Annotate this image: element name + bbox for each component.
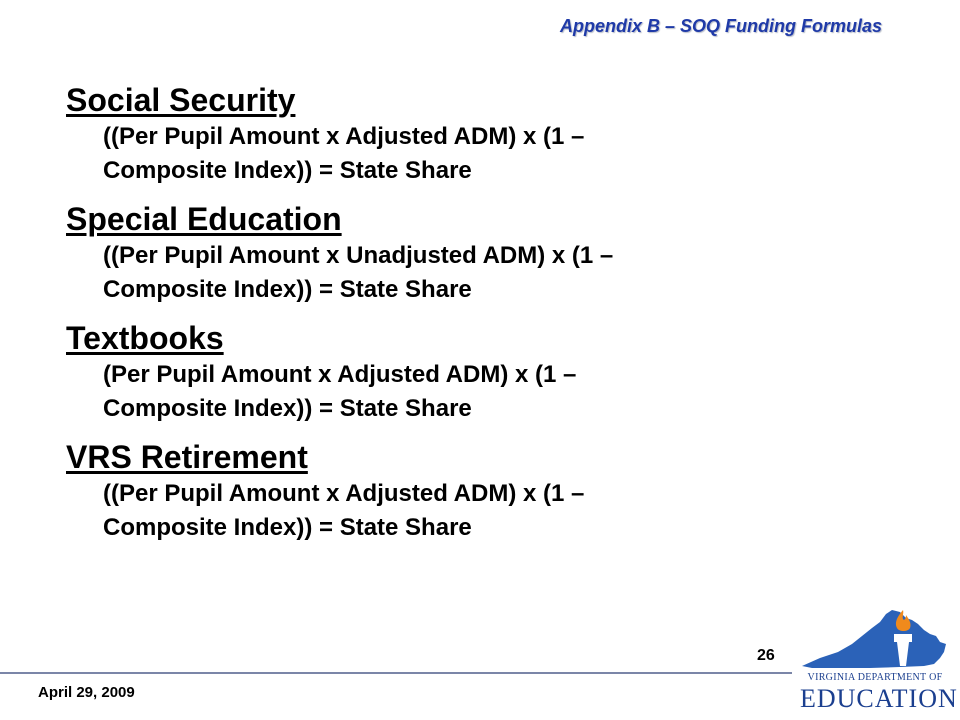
slide-header-title: Appendix B – SOQ Funding Formulas <box>559 16 882 36</box>
torch-cup <box>894 634 912 642</box>
logo-text-department: VIRGINIA DEPARTMENT OF <box>807 672 943 683</box>
section-heading: VRS Retirement <box>66 439 308 475</box>
page-number: 26 <box>757 647 775 664</box>
formula-line: Composite Index)) = State Share <box>103 157 472 184</box>
section-vrs-retirement <box>66 437 886 545</box>
footer-divider <box>0 672 792 674</box>
virginia-map-torch-icon <box>800 606 950 672</box>
slide-content <box>66 80 886 556</box>
footer-date: April 29, 2009 <box>38 684 135 701</box>
formula-line: ((Per Pupil Amount x Adjusted ADM) x (1 – <box>103 480 585 507</box>
section-heading: Special Education <box>66 201 342 237</box>
formula-line: Composite Index)) = State Share <box>103 514 472 541</box>
formula-line: Composite Index)) = State Share <box>103 395 472 422</box>
logo-text-education: EDUCATION <box>800 684 958 713</box>
section-special-education <box>66 199 886 307</box>
section-heading: Textbooks <box>66 320 224 356</box>
formula-line: ((Per Pupil Amount x Unadjusted ADM) x (1 – <box>103 242 614 269</box>
formula-line: (Per Pupil Amount x Adjusted ADM) x (1 – <box>103 361 577 388</box>
vdoe-logo <box>800 606 958 714</box>
section-social-security <box>66 80 886 188</box>
formula-line: Composite Index)) = State Share <box>103 276 472 303</box>
virginia-map-shape <box>802 610 946 668</box>
section-heading: Social Security <box>66 82 296 118</box>
formula-line: ((Per Pupil Amount x Adjusted ADM) x (1 – <box>103 123 585 150</box>
section-textbooks <box>66 318 886 426</box>
